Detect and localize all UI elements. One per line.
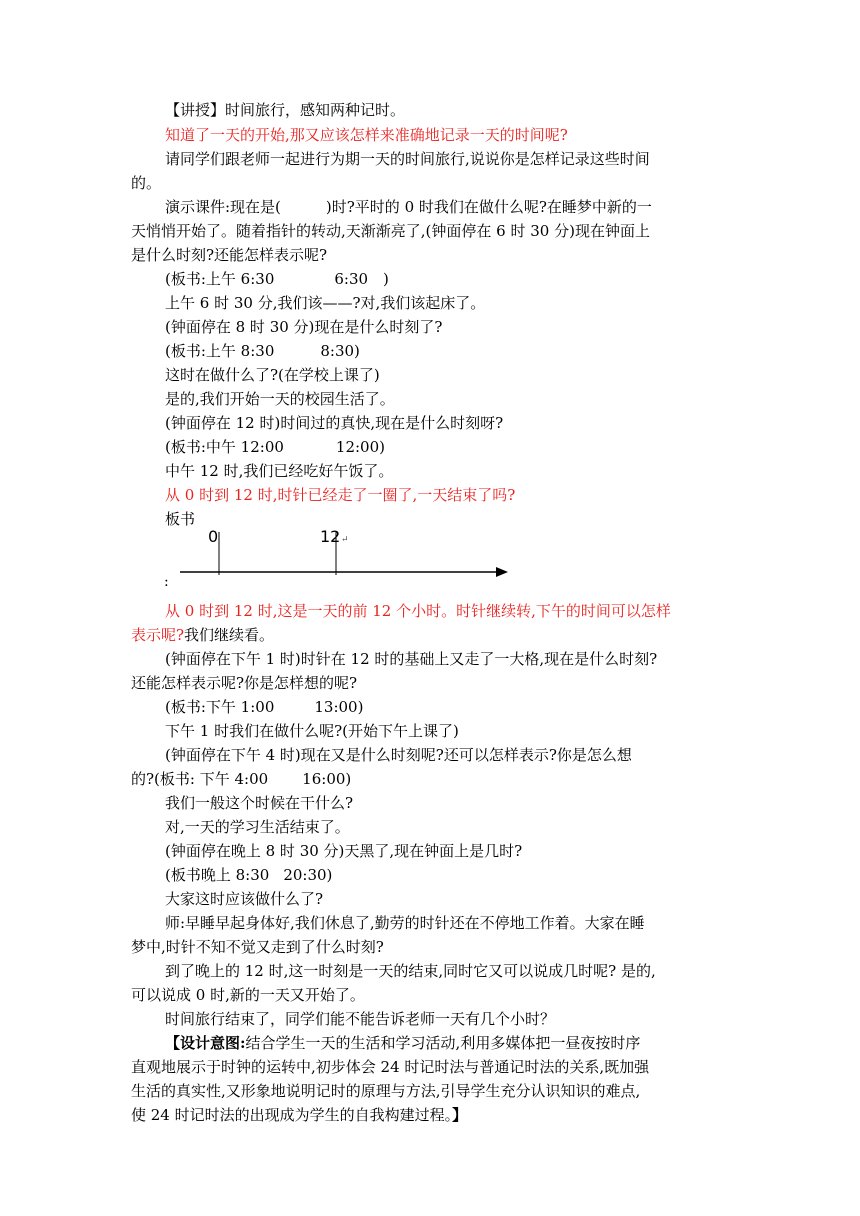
paragraph-line: 对,一天的学习生活结束了。: [165, 818, 350, 836]
timeline-label-0: 0: [208, 527, 219, 546]
paragraph-line: 大家这时应该做什么了?: [165, 890, 324, 908]
paragraph-line: 天悄悄开始了。随着指针的转动,天渐渐亮了,(钟面停在 6 时 30 分)现在钟面上: [131, 222, 650, 240]
paragraph-line: 我们一般这个时候在干什么?: [165, 794, 354, 812]
paragraph-line: (钟面停在下午 1 时)时针在 12 时的基础上又走了一大格,现在是什么时刻?: [165, 650, 658, 668]
timeline-lead-colon: :: [164, 574, 169, 590]
paragraph-line: 板书: [165, 510, 196, 528]
board-note: (板书:上午 6:30 6:30 ): [165, 270, 389, 288]
question-line: 从 0 时到 12 时,时针已经走了一圈了,一天结束了吗?: [165, 486, 516, 504]
section-label: 【设计意图:: [165, 1034, 246, 1052]
paragraph-line: 可以说成 0 时,新的一天又开始了。: [131, 986, 365, 1004]
paragraph-line: 请同学们跟老师一起进行为期一天的时间旅行,说说你是怎样记录这些时间: [165, 150, 650, 168]
paragraph-line: 是什么时刻?还能怎样表示呢?: [131, 246, 328, 264]
timeline-arrowhead: [496, 567, 508, 577]
board-note: 的?(板书: 下午 4:00 16:00): [131, 770, 352, 788]
paragraph-line: 梦中,时针不知不觉又走到了什么时刻?: [131, 938, 384, 956]
paragraph-line: 还能怎样表示呢?你是怎样想的呢?: [131, 674, 358, 692]
paragraph-line: 到了晚上的 12 时,这一时刻是一天的结束,同时它又可以说成几时呢? 是的,: [165, 962, 656, 980]
board-note: (板书晚上 8:30 20:30): [165, 866, 333, 884]
design-intent-line: 直观地展示于时钟的运转中,初步体会 24 时记时法与普通记时法的关系,既加强: [131, 1058, 650, 1076]
paragraph-line: 这时在做什么了?(在学校上课了): [165, 366, 380, 384]
paragraph-line: 演示课件:现在是( )时?平时的 0 时我们在做什么呢?在睡梦中新的一: [165, 198, 652, 216]
paragraph-line: (钟面停在 12 时)时间过的真快,现在是什么时刻呀?: [165, 414, 504, 432]
paragraph-line: 下午 1 时我们在做什么呢?(开始下午上课了): [165, 722, 459, 740]
paragraph-line: 【讲授】时间旅行，感知两种记时。: [165, 101, 406, 119]
board-note: (板书:下午 1:00 13:00): [165, 698, 364, 716]
design-intent-line: 使 24 时记时法的出现成为学生的自我构建过程。】: [131, 1106, 468, 1124]
paragraph-line: (钟面停在 8 时 30 分)现在是什么时刻了?: [165, 318, 443, 336]
design-intent-line: 【设计意图:结合学生一天的生活和学习活动,利用多媒体把一昼夜按时序: [165, 1034, 641, 1052]
paragraph-line: 上午 6 时 30 分,我们该——?对,我们该起床了。: [165, 294, 486, 312]
timeline-label-12: 12: [320, 527, 341, 546]
design-intent-line: 生活的真实性,又形象地说明记时的原理与方法,引导学生充分认识知识的难点,: [131, 1082, 641, 1100]
paragraph-line: (钟面停在下午 4 时)现在又是什么时刻呢?还可以怎样表示?你是怎么想: [165, 746, 632, 764]
timeline-diagram: [160, 520, 520, 590]
paragraph-line: 时间旅行结束了，同学们能不能告诉老师一天有几个小时？: [165, 1010, 556, 1028]
question-line: 从 0 时到 12 时,这是一天的前 12 个小时。时针继续转,下午的时间可以怎样: [165, 602, 671, 620]
paragraph-line: 的。: [131, 174, 162, 192]
question-line: 知道了一天的开始,那又应该怎样来准确地记录一天的时间呢?: [165, 126, 568, 144]
paragraph-line: (钟面停在晚上 8 时 30 分)天黑了,现在钟面上是几时?: [165, 842, 523, 860]
paragraph-line: 是的,我们开始一天的校园生活了。: [165, 390, 395, 408]
section-label: 【讲授】: [165, 101, 226, 119]
board-note: (板书:上午 8:30 8:30): [165, 342, 360, 360]
paragraph-line: 师:早睡早起身体好,我们休息了,勤劳的时针还在不停地工作着。大家在睡: [165, 914, 645, 932]
paragraph-line: 表示呢?我们继续看。: [131, 626, 275, 644]
board-note: (板书:中午 12:00 12:00): [165, 438, 385, 456]
paragraph-line: 中午 12 时,我们已经吃好午饭了。: [165, 462, 394, 480]
return-mark: ↵: [341, 535, 349, 545]
